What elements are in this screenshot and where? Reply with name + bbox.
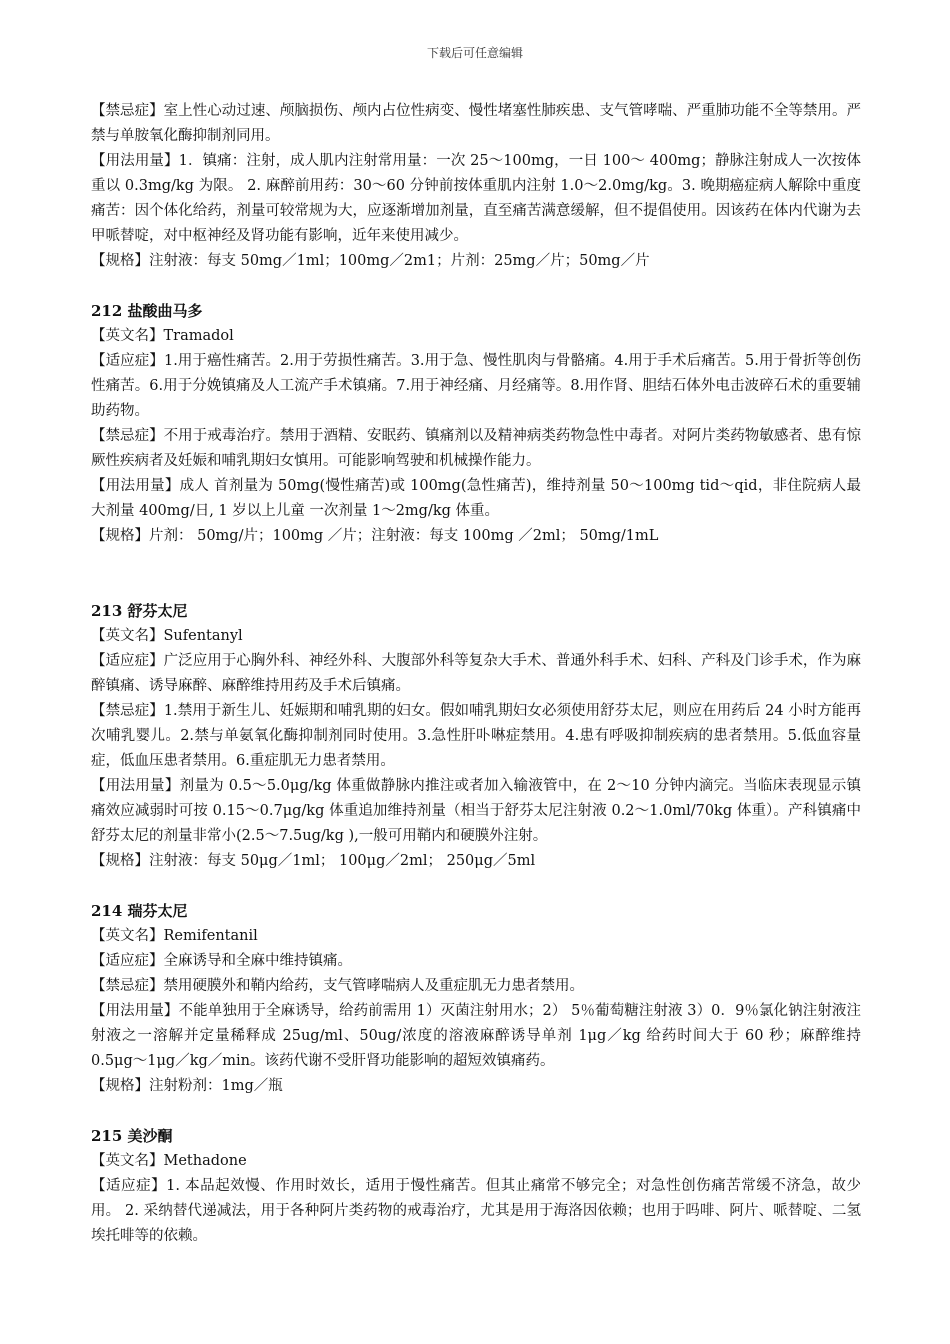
english-name: 【英文名】Methadone bbox=[91, 1153, 247, 1169]
indication: 【适应症】1. 本品起效慢、作用时效长，适用于慢性痛苦。但其止痛常不够完全；对急性创伤痛苦常缓不济急，故少用。 2. 采纳替代递减法，用于各种阿片类药物的戒毒治疗，尤其是用于海洛因依赖；也用于吗啡、阿片、哌替啶、二氢埃托啡等的依赖。 bbox=[91, 1178, 861, 1244]
dosage: 【用法用量】成人 首剂量为 50mg(慢性痛苦)或 100mg(急性痛苦)，维持剂量 50～100mg tid～qid，非住院病人最大剂量 400mg/日, 1 岁以上儿童 一次剂量 1～2mg/kg 体重。 bbox=[91, 478, 861, 519]
indication: 【适应症】广泛应用于心胸外科、神经外科、大腹部外科等复杂大手术、普通外科手术、妇科、产科及门诊手术，作为麻醉镇痛、诱导麻醉、麻醉维持用药及手术后镇痛。 bbox=[91, 653, 861, 694]
specification: 【规格】注射粉剂：1mg／瓶 bbox=[91, 1078, 283, 1094]
page-header: 下载后可任意编辑 bbox=[426, 46, 523, 60]
intro-contraindication: 【禁忌症】室上性心动过速、颅脑损伤、颅内占位性病变、慢性堵塞性肺疾患、支气管哮喘、严重肺功能不全等禁用。严禁与单胺氧化酶抑制剂同用。 bbox=[91, 103, 861, 144]
dosage: 【用法用量】剂量为 0.5～5.0μg/kg 体重做静脉内推注或者加入输液管中，在 2～10 分钟内滴完。当临床表现显示镇痛效应减弱时可按 0.15～0.7μg/kg 体重追加维持剂量（相当于舒芬太尼注射液 0.2～1.0ml/70kg 体重）。产科镇痛中舒芬太尼的剂量非常小(2.5～7.5ug/kg ),一般可用鞘内和硬膜外注射。 bbox=[91, 778, 861, 844]
english-name: 【英文名】Remifentanil bbox=[91, 928, 258, 944]
contraindication: 【禁忌症】不用于戒毒治疗。禁用于酒精、安眠药、镇痛剂以及精神病类药物急性中毒者。对阿片类药物敏感者、患有惊厥性疾病者及妊娠和哺乳期妇女慎用。可能影响驾驶和机械操作能力。 bbox=[91, 428, 861, 469]
section-title: 213 舒芬太尼 bbox=[91, 602, 188, 620]
section-215 bbox=[91, 1124, 861, 1249]
document-body bbox=[91, 99, 861, 1249]
section-title: 215 美沙酮 bbox=[91, 1127, 173, 1145]
intro-specification: 【规格】注射液：每支 50mg／1ml；100mg／2m1；片剂：25mg／片；50mg／片 bbox=[91, 253, 650, 269]
english-name: 【英文名】Tramadol bbox=[91, 328, 234, 344]
section-214 bbox=[91, 899, 861, 1099]
indication: 【适应症】1.用于癌性痛苦。2.用于劳损性痛苦。3.用于急、慢性肌肉与骨骼痛。4.用于手术后痛苦。5.用于骨折等创伤性痛苦。6.用于分娩镇痛及人工流产手术镇痛。7.用于神经痛、月经痛等。8.用作肾、胆结石体外电击波碎石术的重要辅助药物。 bbox=[91, 353, 861, 419]
section-213 bbox=[91, 599, 861, 874]
section-title: 212 盐酸曲马多 bbox=[91, 302, 203, 320]
contraindication: 【禁忌症】1.禁用于新生儿、妊娠期和哺乳期的妇女。假如哺乳期妇女必须使用舒芬太尼，则应在用药后 24 小时方能再次哺乳婴儿。2.禁与单氨氧化酶抑制剂同时使用。3.急性肝卟啉症禁用。4.患有呼吸抑制疾病的患者禁用。5.低血容量症，低血压患者禁用。6.重症肌无力患者禁用。 bbox=[91, 703, 861, 769]
section-title: 214 瑞芬太尼 bbox=[91, 902, 188, 920]
section-212 bbox=[91, 299, 861, 549]
dosage: 【用法用量】不能单独用于全麻诱导，给药前需用 1）灭菌注射用水；2） 5％葡萄糖注射液 3）0．9％氯化钠注射液注射液之一溶解并定量稀释成 25ug/ml、50ug/浓度的溶液麻醉诱导单剂 1μg／kg 给药时间大于 60 秒；麻醉维持 0.5μg～1μg／kg／min。该药代谢不受肝肾功能影响的超短效镇痛药。 bbox=[91, 1003, 861, 1069]
specification: 【规格】注射液：每支 50μg／1ml； 100μg／2ml； 250μg／5ml bbox=[91, 853, 536, 869]
contraindication: 【禁忌症】禁用硬膜外和鞘内给药，支气管哮喘病人及重症肌无力患者禁用。 bbox=[91, 978, 584, 994]
specification: 【规格】片剂： 50mg/片；100mg ／片；注射液：每支 100mg ／2ml； 50mg/1mL bbox=[91, 528, 659, 544]
english-name: 【英文名】Sufentanyl bbox=[91, 628, 243, 644]
indication: 【适应症】全麻诱导和全麻中维持镇痛。 bbox=[91, 953, 352, 969]
intro-dosage: 【用法用量】1．镇痛：注射，成人肌内注射常用量：一次 25～100mg，一日 100～ 400mg；静脉注射成人一次按体重以 0.3mg/kg 为限。 2. 麻醉前用药：30～60 分钟前按体重肌内注射 1.0～2.0mg/kg。3. 晚期癌症病人解除中重度痛苦：因个体化给药，剂量可较常规为大，应逐渐增加剂量，直至痛苦满意缓解，但不提倡使用。因该药在体内代谢为去甲哌替啶，对中枢神经及肾功能有影响，近年来使用减少。 bbox=[91, 153, 861, 244]
